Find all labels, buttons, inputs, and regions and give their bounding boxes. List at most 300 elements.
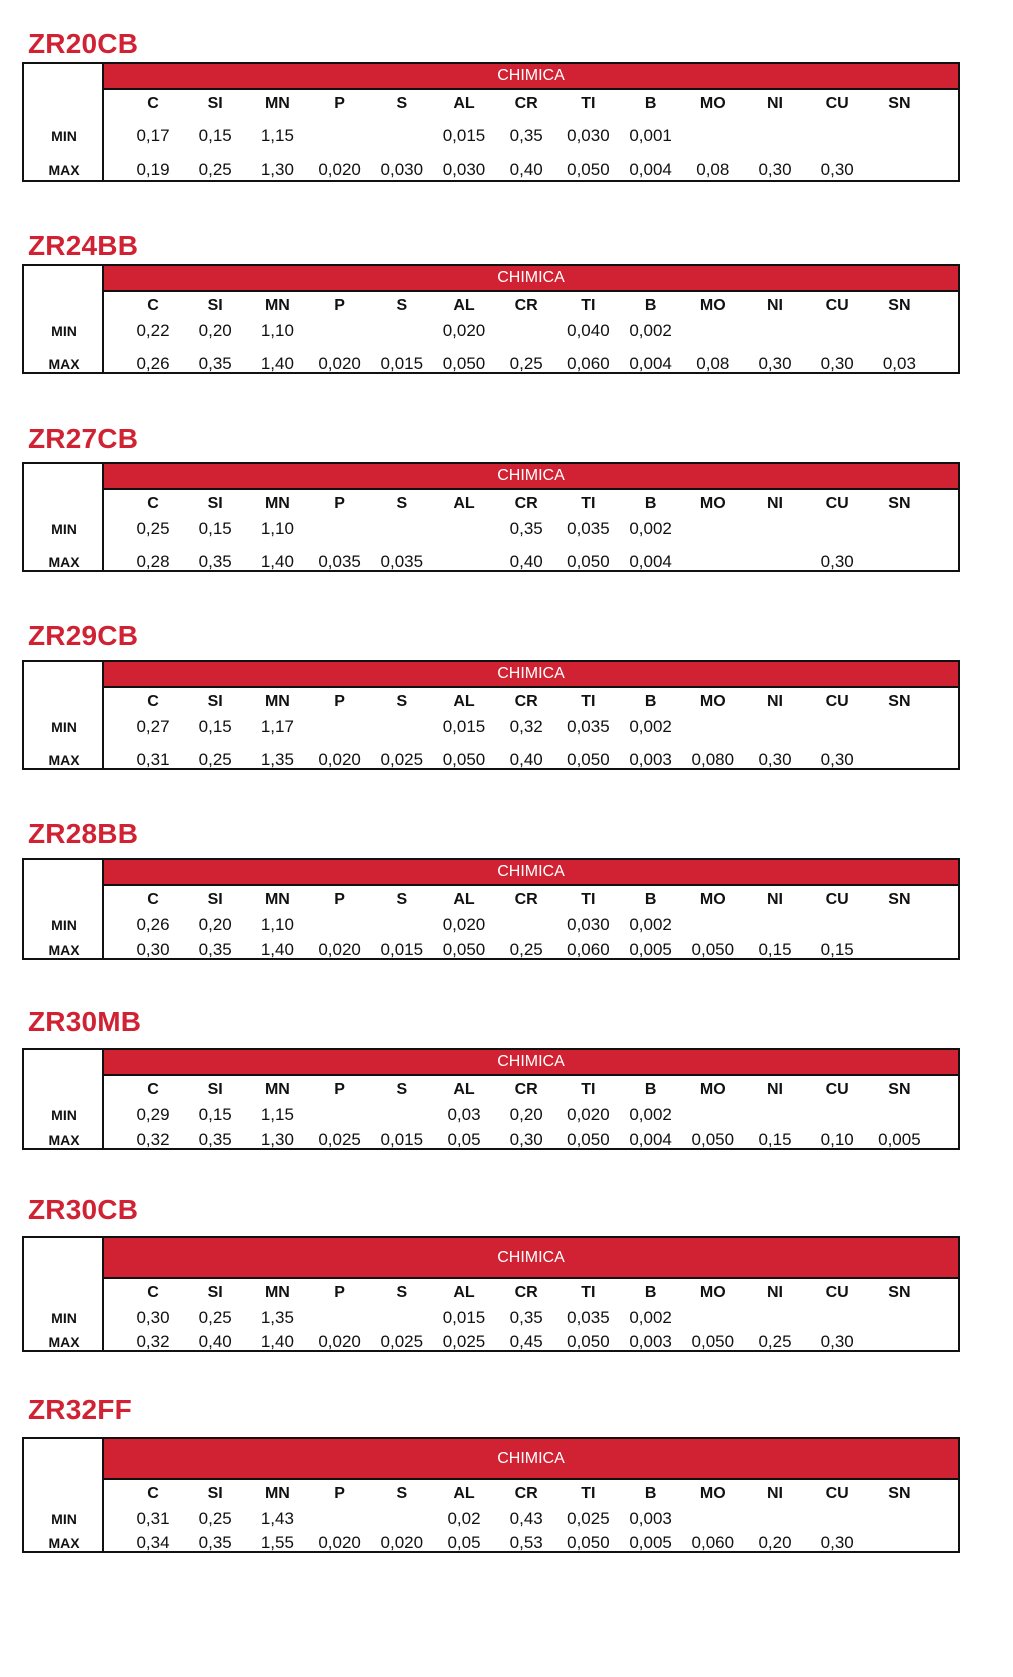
- max-value-p: 0,020: [318, 1533, 361, 1552]
- max-value-p: 0,025: [318, 1130, 361, 1149]
- element-header-row: [24, 494, 958, 514]
- column-header-al: AL: [453, 297, 475, 314]
- max-value-ni: 0,30: [758, 750, 792, 769]
- column-header-p: P: [334, 693, 345, 710]
- min-row: [24, 717, 958, 737]
- max-value-sn: 0,005: [878, 1130, 921, 1149]
- grade-title: ZR27CB: [28, 423, 139, 454]
- max-value-al: 0,05: [447, 1130, 481, 1149]
- column-header-s: S: [396, 1485, 408, 1502]
- column-header-c: C: [147, 1081, 159, 1098]
- column-header-mo: MO: [699, 95, 726, 112]
- chimica-header-band: CHIMICA: [104, 1439, 958, 1480]
- chimica-header-band: CHIMICA: [104, 1050, 958, 1076]
- min-value-c: 0,17: [136, 126, 170, 145]
- max-value-cu: 0,30: [820, 1533, 854, 1552]
- min-label: MIN: [51, 521, 77, 537]
- column-header-mn: MN: [264, 693, 290, 710]
- column-header-sn: SN: [888, 891, 911, 908]
- column-header-cu: CU: [825, 297, 849, 314]
- column-header-ti: TI: [581, 495, 596, 512]
- min-row: [24, 1308, 958, 1328]
- max-value-cu: 0,30: [820, 750, 854, 769]
- column-header-sn: SN: [888, 1284, 911, 1301]
- max-value-cr: 0,40: [509, 552, 543, 571]
- chimica-header-band: CHIMICA: [104, 1238, 958, 1279]
- column-header-p: P: [334, 1081, 345, 1098]
- max-value-b: 0,003: [629, 1332, 672, 1351]
- grade-title: ZR24BB: [28, 230, 139, 261]
- max-value-al: 0,030: [442, 160, 486, 179]
- column-header-cu: CU: [825, 891, 849, 908]
- column-header-cr: CR: [514, 95, 538, 112]
- column-header-cu: CU: [825, 693, 849, 710]
- min-value-b: 0,001: [629, 126, 672, 145]
- max-label: MAX: [48, 162, 80, 178]
- max-value-al: 0,050: [442, 940, 486, 959]
- grade-title: ZR28BB: [28, 818, 139, 849]
- grade-title: ZR30MB: [28, 1006, 142, 1037]
- min-value-b: 0,002: [629, 519, 672, 538]
- max-value-si: 0,35: [198, 552, 232, 571]
- min-row: [24, 126, 958, 146]
- max-value-mo: 0,050: [691, 1130, 735, 1149]
- column-header-mo: MO: [699, 297, 726, 314]
- max-label: MAX: [48, 356, 80, 372]
- composition-table: [22, 62, 960, 182]
- max-value-mo: 0,08: [696, 354, 730, 373]
- min-value-si: 0,20: [198, 321, 232, 340]
- min-row: [24, 519, 958, 539]
- column-header-mo: MO: [699, 1485, 726, 1502]
- min-value-si: 0,15: [198, 519, 232, 538]
- max-value-mn: 1,30: [260, 160, 294, 179]
- column-header-si: SI: [207, 693, 223, 710]
- min-value-si: 0,15: [198, 1105, 232, 1124]
- max-value-s: 0,025: [380, 750, 424, 769]
- max-value-p: 0,020: [318, 1332, 361, 1351]
- column-header-p: P: [334, 1284, 345, 1301]
- column-header-b: B: [644, 95, 657, 112]
- column-header-ni: NI: [767, 1485, 783, 1502]
- min-value-cr: 0,35: [509, 519, 543, 538]
- min-value-cr: 0,35: [509, 126, 543, 145]
- column-header-p: P: [334, 495, 345, 512]
- column-header-ni: NI: [767, 1081, 783, 1098]
- column-header-ni: NI: [767, 693, 783, 710]
- max-value-b: 0,004: [629, 160, 672, 179]
- element-header-row: [24, 692, 958, 712]
- min-value-ti: 0,040: [567, 321, 610, 340]
- min-value-c: 0,25: [136, 519, 170, 538]
- max-value-cu: 0,30: [820, 354, 854, 373]
- max-value-p: 0,020: [318, 354, 361, 373]
- column-header-al: AL: [453, 495, 475, 512]
- max-value-al: 0,050: [442, 750, 486, 769]
- column-header-cu: CU: [825, 1081, 849, 1098]
- column-header-cr: CR: [514, 495, 538, 512]
- column-header-s: S: [396, 95, 408, 112]
- column-header-al: AL: [453, 693, 475, 710]
- max-value-c: 0,19: [136, 160, 170, 179]
- min-value-c: 0,29: [136, 1105, 170, 1124]
- column-header-s: S: [396, 297, 408, 314]
- column-header-s: S: [396, 693, 408, 710]
- max-label: MAX: [48, 1334, 80, 1350]
- column-header-al: AL: [453, 1485, 475, 1502]
- max-value-b: 0,005: [629, 940, 672, 959]
- max-value-c: 0,34: [136, 1533, 170, 1552]
- max-value-p: 0,035: [318, 552, 361, 571]
- column-header-c: C: [147, 693, 159, 710]
- max-value-c: 0,31: [136, 750, 170, 769]
- column-header-mn: MN: [264, 495, 290, 512]
- element-header-row: [24, 1484, 958, 1504]
- column-header-ti: TI: [581, 1485, 596, 1502]
- column-header-s: S: [396, 1284, 408, 1301]
- max-label: MAX: [48, 1535, 80, 1551]
- min-value-c: 0,26: [136, 915, 170, 934]
- column-header-ni: NI: [767, 891, 783, 908]
- min-value-ti: 0,035: [567, 519, 610, 538]
- column-header-p: P: [334, 297, 345, 314]
- min-value-c: 0,30: [136, 1308, 170, 1327]
- chimica-header-band: CHIMICA: [104, 464, 958, 490]
- column-header-ti: TI: [581, 95, 596, 112]
- min-value-ti: 0,030: [567, 126, 610, 145]
- min-value-cr: 0,35: [509, 1308, 543, 1327]
- min-label: MIN: [51, 1107, 77, 1123]
- min-value-si: 0,25: [198, 1509, 232, 1528]
- chimica-header-band: CHIMICA: [104, 266, 958, 292]
- max-value-s: 0,020: [380, 1533, 424, 1552]
- element-header-row: [24, 296, 958, 316]
- max-value-ni: 0,15: [758, 940, 792, 959]
- min-label: MIN: [51, 1310, 77, 1326]
- column-header-mn: MN: [264, 1284, 290, 1301]
- max-row: [24, 552, 958, 572]
- min-row: [24, 1509, 958, 1529]
- column-header-ni: NI: [767, 95, 783, 112]
- max-value-si: 0,25: [198, 160, 232, 179]
- chimica-header-band: CHIMICA: [104, 64, 958, 90]
- composition-table: [22, 264, 960, 374]
- max-value-p: 0,020: [318, 940, 361, 959]
- max-value-ti: 0,060: [567, 940, 610, 959]
- max-value-b: 0,003: [629, 750, 672, 769]
- composition-table: [22, 462, 960, 572]
- min-value-ti: 0,030: [567, 915, 610, 934]
- max-value-mn: 1,55: [260, 1533, 294, 1552]
- max-label: MAX: [48, 942, 80, 958]
- max-value-b: 0,005: [629, 1533, 672, 1552]
- max-value-c: 0,28: [136, 552, 170, 571]
- max-value-mo: 0,050: [691, 940, 735, 959]
- column-header-ni: NI: [767, 495, 783, 512]
- min-value-al: 0,015: [442, 1308, 486, 1327]
- column-header-ti: TI: [581, 693, 596, 710]
- max-value-mn: 1,40: [260, 552, 294, 571]
- min-value-mn: 1,17: [260, 717, 294, 736]
- column-header-b: B: [644, 1081, 657, 1098]
- max-value-cr: 0,30: [509, 1130, 543, 1149]
- max-value-c: 0,32: [136, 1332, 170, 1351]
- max-value-si: 0,40: [198, 1332, 232, 1351]
- max-value-mo: 0,050: [691, 1332, 735, 1351]
- min-value-b: 0,002: [629, 915, 672, 934]
- min-value-c: 0,22: [136, 321, 170, 340]
- max-value-cu: 0,15: [820, 940, 854, 959]
- max-value-ni: 0,15: [758, 1130, 792, 1149]
- column-header-b: B: [644, 1284, 657, 1301]
- max-row: [24, 1332, 958, 1352]
- element-header-row: [24, 890, 958, 910]
- max-value-mn: 1,40: [260, 940, 294, 959]
- max-value-cu: 0,30: [820, 552, 854, 571]
- max-value-ni: 0,20: [758, 1533, 792, 1552]
- max-value-b: 0,004: [629, 552, 672, 571]
- max-value-mn: 1,35: [260, 750, 294, 769]
- column-header-mo: MO: [699, 495, 726, 512]
- max-value-al: 0,050: [442, 354, 486, 373]
- column-header-c: C: [147, 1284, 159, 1301]
- column-header-cr: CR: [514, 693, 538, 710]
- min-value-ti: 0,025: [567, 1509, 610, 1528]
- min-value-si: 0,15: [198, 717, 232, 736]
- chimica-header-band: CHIMICA: [104, 860, 958, 886]
- min-value-al: 0,015: [442, 717, 486, 736]
- max-value-mo: 0,08: [696, 160, 730, 179]
- column-header-sn: SN: [888, 693, 911, 710]
- min-value-al: 0,02: [447, 1509, 481, 1528]
- max-value-cu: 0,30: [820, 1332, 854, 1351]
- column-header-cu: CU: [825, 95, 849, 112]
- column-header-cu: CU: [825, 1284, 849, 1301]
- element-header-row: [24, 1283, 958, 1303]
- min-value-al: 0,020: [442, 915, 486, 934]
- min-value-mn: 1,15: [260, 1105, 294, 1124]
- column-header-cu: CU: [825, 495, 849, 512]
- column-header-c: C: [147, 495, 159, 512]
- column-header-b: B: [644, 297, 657, 314]
- max-value-sn: 0,03: [882, 354, 916, 373]
- column-header-ni: NI: [767, 297, 783, 314]
- composition-table: [22, 1236, 960, 1352]
- composition-table: [22, 1437, 960, 1553]
- max-value-ni: 0,25: [758, 1332, 792, 1351]
- max-value-cr: 0,40: [509, 750, 543, 769]
- column-header-mo: MO: [699, 1081, 726, 1098]
- max-value-s: 0,035: [380, 552, 424, 571]
- column-header-si: SI: [207, 297, 223, 314]
- max-value-cr: 0,53: [509, 1533, 543, 1552]
- column-header-si: SI: [207, 1485, 223, 1502]
- max-value-al: 0,025: [442, 1332, 486, 1351]
- column-header-s: S: [396, 891, 408, 908]
- composition-table: [22, 858, 960, 960]
- max-value-ti: 0,050: [567, 1332, 610, 1351]
- column-header-p: P: [334, 1485, 345, 1502]
- chimica-header-band: CHIMICA: [104, 662, 958, 688]
- min-value-mn: 1,10: [260, 519, 294, 538]
- column-header-ni: NI: [767, 1284, 783, 1301]
- min-label: MIN: [51, 128, 77, 144]
- column-header-cr: CR: [514, 1081, 538, 1098]
- composition-table: [22, 1048, 960, 1150]
- composition-table: [22, 660, 960, 770]
- min-value-ti: 0,020: [567, 1105, 610, 1124]
- min-label: MIN: [51, 323, 77, 339]
- column-header-sn: SN: [888, 297, 911, 314]
- max-value-ti: 0,050: [567, 1533, 610, 1552]
- min-row: [24, 321, 958, 341]
- max-value-b: 0,004: [629, 1130, 672, 1149]
- max-value-ti: 0,050: [567, 1130, 610, 1149]
- max-value-ti: 0,060: [567, 354, 610, 373]
- min-value-al: 0,020: [442, 321, 486, 340]
- max-value-mo: 0,060: [691, 1533, 735, 1552]
- min-value-b: 0,002: [629, 1308, 672, 1327]
- max-value-si: 0,35: [198, 1533, 232, 1552]
- min-label: MIN: [51, 1511, 77, 1527]
- max-label: MAX: [48, 554, 80, 570]
- grade-title: ZR30CB: [28, 1194, 139, 1225]
- min-value-mn: 1,35: [260, 1308, 294, 1327]
- max-value-s: 0,025: [380, 1332, 424, 1351]
- max-row: [24, 160, 958, 180]
- column-header-sn: SN: [888, 1081, 911, 1098]
- max-value-c: 0,32: [136, 1130, 170, 1149]
- max-label: MAX: [48, 1132, 80, 1148]
- min-row: [24, 1105, 958, 1125]
- min-value-si: 0,25: [198, 1308, 232, 1327]
- max-value-mo: 0,080: [691, 750, 735, 769]
- max-value-ti: 0,050: [567, 552, 610, 571]
- max-value-cu: 0,10: [820, 1130, 854, 1149]
- max-row: [24, 750, 958, 770]
- min-value-c: 0,31: [136, 1509, 170, 1528]
- max-label: MAX: [48, 752, 80, 768]
- max-value-cu: 0,30: [820, 160, 854, 179]
- max-row: [24, 354, 958, 374]
- column-header-mn: MN: [264, 1081, 290, 1098]
- max-value-c: 0,30: [136, 940, 170, 959]
- max-value-mn: 1,40: [260, 1332, 294, 1351]
- column-header-si: SI: [207, 891, 223, 908]
- min-value-b: 0,002: [629, 717, 672, 736]
- column-header-p: P: [334, 95, 345, 112]
- column-header-mn: MN: [264, 95, 290, 112]
- column-header-b: B: [644, 693, 657, 710]
- column-header-al: AL: [453, 891, 475, 908]
- max-value-si: 0,35: [198, 354, 232, 373]
- min-value-cr: 0,32: [509, 717, 543, 736]
- max-value-mn: 1,40: [260, 354, 294, 373]
- min-value-b: 0,003: [629, 1509, 672, 1528]
- max-value-s: 0,015: [380, 1130, 424, 1149]
- min-value-cr: 0,20: [509, 1105, 543, 1124]
- max-value-s: 0,015: [380, 354, 424, 373]
- min-value-si: 0,15: [198, 126, 232, 145]
- max-value-cr: 0,40: [509, 160, 543, 179]
- max-value-p: 0,020: [318, 750, 361, 769]
- column-header-mo: MO: [699, 1284, 726, 1301]
- min-label: MIN: [51, 917, 77, 933]
- column-header-ti: TI: [581, 1284, 596, 1301]
- max-value-cr: 0,25: [509, 354, 543, 373]
- column-header-mn: MN: [264, 891, 290, 908]
- column-header-sn: SN: [888, 495, 911, 512]
- column-header-al: AL: [453, 95, 475, 112]
- max-value-al: 0,05: [447, 1533, 481, 1552]
- max-value-cr: 0,25: [509, 940, 543, 959]
- column-header-ti: TI: [581, 1081, 596, 1098]
- element-header-row: [24, 94, 958, 114]
- column-header-si: SI: [207, 1284, 223, 1301]
- grade-title: ZR29CB: [28, 620, 139, 651]
- max-value-mn: 1,30: [260, 1130, 294, 1149]
- column-header-si: SI: [207, 1081, 223, 1098]
- min-value-b: 0,002: [629, 1105, 672, 1124]
- min-value-al: 0,03: [447, 1105, 481, 1124]
- column-header-mo: MO: [699, 891, 726, 908]
- max-value-p: 0,020: [318, 160, 361, 179]
- max-value-ni: 0,30: [758, 354, 792, 373]
- max-value-ti: 0,050: [567, 750, 610, 769]
- max-row: [24, 940, 958, 960]
- min-value-mn: 1,10: [260, 915, 294, 934]
- column-header-mn: MN: [264, 297, 290, 314]
- max-value-ti: 0,050: [567, 160, 610, 179]
- min-row: [24, 915, 958, 935]
- max-value-s: 0,030: [380, 160, 424, 179]
- column-header-si: SI: [207, 95, 223, 112]
- min-value-si: 0,20: [198, 915, 232, 934]
- column-header-al: AL: [453, 1284, 475, 1301]
- max-row: [24, 1533, 958, 1553]
- column-header-ti: TI: [581, 297, 596, 314]
- max-value-cr: 0,45: [509, 1332, 543, 1351]
- grade-title: ZR32FF: [28, 1394, 132, 1425]
- column-header-cr: CR: [514, 891, 538, 908]
- column-header-cr: CR: [514, 1284, 538, 1301]
- max-value-s: 0,015: [380, 940, 424, 959]
- min-value-ti: 0,035: [567, 1308, 610, 1327]
- max-row: [24, 1130, 958, 1150]
- column-header-p: P: [334, 891, 345, 908]
- column-header-c: C: [147, 1485, 159, 1502]
- max-value-ni: 0,30: [758, 160, 792, 179]
- column-header-b: B: [644, 495, 657, 512]
- column-header-mn: MN: [264, 1485, 290, 1502]
- min-value-mn: 1,10: [260, 321, 294, 340]
- column-header-cr: CR: [514, 297, 538, 314]
- min-label: MIN: [51, 719, 77, 735]
- min-value-ti: 0,035: [567, 717, 610, 736]
- column-header-c: C: [147, 891, 159, 908]
- column-header-si: SI: [207, 495, 223, 512]
- min-value-c: 0,27: [136, 717, 170, 736]
- column-header-sn: SN: [888, 1485, 911, 1502]
- min-value-b: 0,002: [629, 321, 672, 340]
- max-value-si: 0,25: [198, 750, 232, 769]
- column-header-c: C: [147, 297, 159, 314]
- column-header-al: AL: [453, 1081, 475, 1098]
- column-header-mo: MO: [699, 693, 726, 710]
- column-header-s: S: [396, 495, 408, 512]
- min-value-cr: 0,43: [509, 1509, 543, 1528]
- column-header-cu: CU: [825, 1485, 849, 1502]
